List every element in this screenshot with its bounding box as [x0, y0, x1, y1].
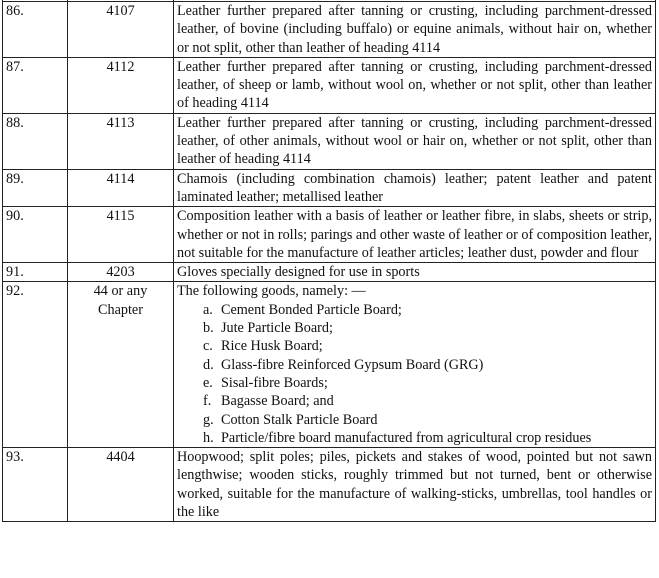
- heading-text: 4113: [106, 114, 135, 131]
- list-item: [203, 301, 652, 319]
- table-row: [3, 2, 656, 58]
- list-item-text: Cement Bonded Particle Board;: [221, 301, 402, 318]
- serial-cell: 90.: [3, 207, 68, 263]
- serial-cell: 87.: [3, 57, 68, 113]
- list-item-text: Bagasse Board; and: [221, 393, 334, 410]
- list-item: [203, 411, 652, 429]
- list-item-text: Cotton Stalk Particle Board: [221, 411, 378, 428]
- table-row: [3, 207, 656, 263]
- list-item: [203, 356, 652, 374]
- goods-list: [177, 301, 652, 447]
- list-item-letter: g.: [203, 411, 214, 428]
- heading-text: Chapter: [98, 301, 143, 318]
- heading-cell: [68, 207, 174, 263]
- list-item-text: Rice Husk Board;: [221, 338, 323, 355]
- list-item: [203, 374, 652, 392]
- tariff-table: [2, 0, 656, 522]
- table-row: [3, 263, 656, 282]
- table-row: [3, 57, 656, 113]
- table-row: [3, 282, 656, 448]
- list-item-letter: h.: [203, 429, 214, 446]
- heading-cell: [68, 448, 174, 522]
- description-cell: Leather further prepared after tanning or crusting, including parchment-dressed leather, of sheep or lamb, without wool on, whether or not split, other than leather of heading 4114: [174, 57, 656, 113]
- table-row: [3, 169, 656, 207]
- serial-cell: 92.: [3, 282, 68, 448]
- list-item-letter: e.: [203, 374, 213, 391]
- heading-text: 4112: [106, 58, 135, 75]
- table-row: [3, 113, 656, 169]
- list-item: [203, 429, 652, 447]
- serial-cell: 91.: [3, 263, 68, 282]
- description-cell: Composition leather with a basis of leather or leather fibre, in slabs, sheets or strip, whether or not in rolls; parings and other waste of leather or of composition leather, not suitable for the manufacture of leather articles; leather dust, powder and flour: [174, 207, 656, 263]
- heading-text: 4114: [106, 170, 135, 187]
- serial-cell: 86.: [3, 2, 68, 58]
- description-cell: Gloves specially designed for use in sports: [174, 263, 656, 282]
- heading-cell: [68, 113, 174, 169]
- list-item: [203, 337, 652, 355]
- list-item-letter: d.: [203, 356, 214, 373]
- heading-text: 4203: [106, 264, 135, 281]
- list-item-text: Particle/fibre board manufactured from agricultural crop residues: [221, 429, 592, 446]
- list-item-letter: b.: [203, 320, 214, 337]
- goods-intro: The following goods, namely: —: [177, 283, 366, 300]
- heading-cell: [68, 282, 174, 448]
- list-item-text: Glass-fibre Reinforced Gypsum Board (GRG): [221, 356, 484, 373]
- list-item-text: Jute Particle Board;: [221, 320, 333, 337]
- heading-text: 4107: [106, 3, 135, 19]
- serial-cell: 88.: [3, 113, 68, 169]
- heading-cell: [68, 2, 174, 58]
- table-row: [3, 448, 656, 522]
- list-item-text: Sisal-fibre Boards;: [221, 374, 328, 391]
- serial-cell: 93.: [3, 448, 68, 522]
- description-cell: [174, 282, 656, 448]
- serial-cell: 89.: [3, 169, 68, 207]
- list-item-letter: c.: [203, 338, 213, 355]
- heading-cell: [68, 169, 174, 207]
- list-item: [203, 319, 652, 337]
- description-cell: Hoopwood; split poles; piles, pickets and stakes of wood, pointed but not sawn lengthwise; wooden sticks, roughly trimmed but not turned, bent or otherwise worked, suitable for the manufacture of walking-sticks, umbrellas, tool handles or the like: [174, 448, 656, 522]
- list-item: [203, 392, 652, 410]
- description-cell: Chamois (including combination chamois) leather; patent leather and patent laminated leather; metallised leather: [174, 169, 656, 207]
- list-item-letter: a.: [203, 301, 213, 318]
- description-cell: Leather further prepared after tanning or crusting, including parchment-dressed leather, of other animals, without wool or hair on, whether or not split, other than leather of heading 4114: [174, 113, 656, 169]
- heading-cell: [68, 263, 174, 282]
- heading-text: 4404: [106, 449, 135, 466]
- heading-text: 4115: [106, 208, 135, 225]
- heading-cell: [68, 57, 174, 113]
- description-cell: Leather further prepared after tanning or crusting, including parchment-dressed leather, of bovine (including buffalo) or equine animals, without hair on, whether or not split, other than leather of heading 4114: [174, 2, 656, 58]
- list-item-letter: f.: [203, 393, 212, 410]
- heading-text: 44 or any: [93, 283, 148, 300]
